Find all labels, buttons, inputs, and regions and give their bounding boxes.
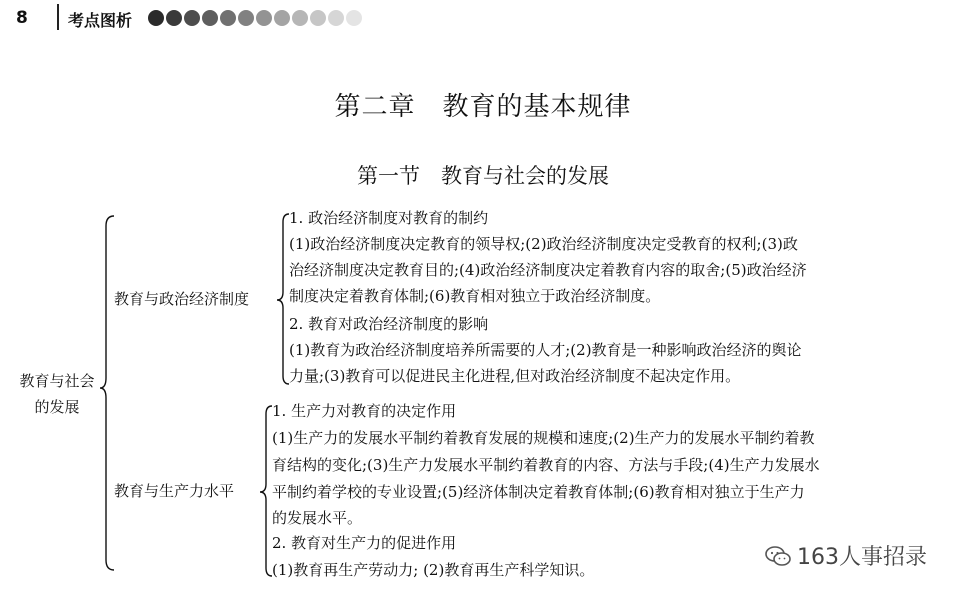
root-brace [100, 216, 114, 570]
wechat-icon [765, 546, 791, 566]
productivity-text-line: 育结构的变化;(3)生产力发展水平制约着教育的内容、方法与手段;(4)生产力发展水 [272, 456, 820, 474]
branch-brace-productivity [260, 406, 272, 576]
productivity-text-line: (1)生产力的发展水平制约着教育发展的规模和速度;(2)生产力的发展水平制约着教 [272, 429, 815, 447]
politics-text-line: 力量;(3)教育可以促进民主化进程,但对政治经济制度不起决定作用。 [289, 367, 741, 385]
politics-heading-2: 2. 教育对政治经济制度的影响 [289, 315, 489, 333]
watermark-text: 163人事招录 [797, 545, 927, 570]
page-number: 8 [16, 8, 28, 28]
productivity-text-line: (1)教育再生产劳动力; (2)教育再生产科学知识。 [272, 561, 595, 579]
branch-label-productivity: 教育与生产力水平 [114, 482, 235, 500]
politics-text-line: 制度决定着教育体制;(6)教育相对独立于政治经济制度。 [289, 287, 661, 305]
chapter-title: 第二章 教育的基本规律 [334, 92, 632, 122]
branch-label-politics: 教育与政治经济制度 [114, 290, 250, 308]
productivity-heading-1: 1. 生产力对教育的决定作用 [272, 402, 457, 420]
section-title: 第一节 教育与社会的发展 [357, 164, 609, 188]
root-label-line: 教育与社会 [19, 372, 95, 390]
watermark [765, 540, 927, 571]
politics-text-line: (1)教育为政治经济制度培养所需要的人才;(2)教育是一种影响政治经济的舆论 [289, 341, 802, 359]
politics-text-line: (1)政治经济制度决定教育的领导权;(2)政治经济制度决定受教育的权利;(3)政 [289, 235, 798, 253]
branch-brace-politics [277, 214, 289, 384]
productivity-text-line: 的发展水平。 [272, 509, 363, 527]
productivity-heading-2: 2. 教育对生产力的促进作用 [272, 534, 457, 552]
politics-heading-1: 1. 政治经济制度对教育的制约 [289, 209, 489, 227]
productivity-text-line: 平制约着学校的专业设置;(5)经济体制决定着教育体制;(6)教育相对独立于生产力 [272, 483, 805, 501]
politics-text-line: 治经济制度决定教育目的;(4)政治经济制度决定着教育内容的取舍;(5)政治经济 [289, 261, 807, 279]
root-label [12, 368, 102, 420]
root-label-line: 的发展 [34, 398, 80, 416]
header-title: 考点图析 [68, 11, 133, 30]
